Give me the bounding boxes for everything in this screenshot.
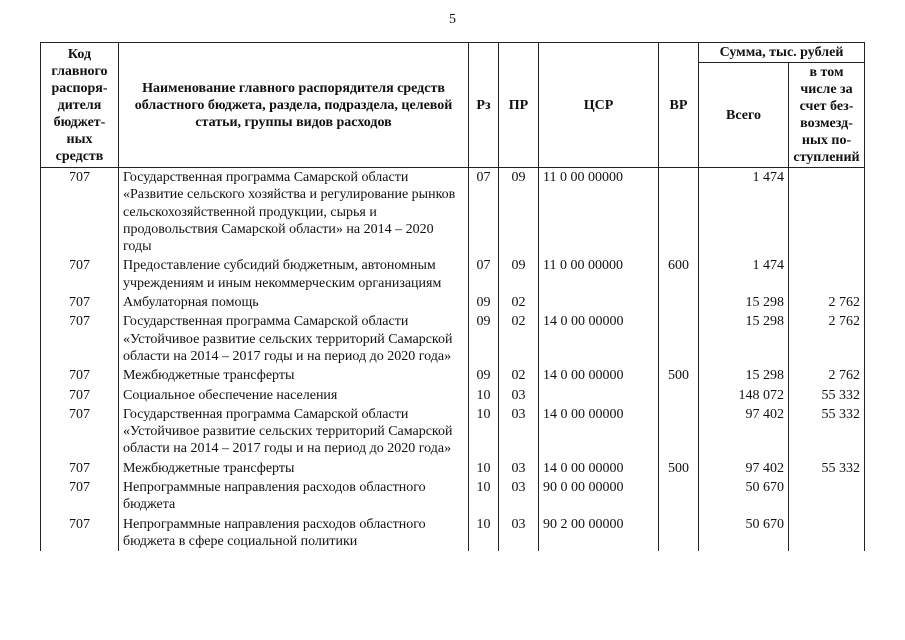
- table-row: [41, 312, 865, 366]
- cell-pr: 02: [499, 312, 539, 366]
- header-sum-group: Сумма, тыс. рублей: [699, 43, 865, 63]
- header-total: Всего: [699, 63, 789, 168]
- cell-pr: 03: [499, 405, 539, 459]
- table-row: [41, 405, 865, 459]
- cell-code: 707: [41, 168, 119, 257]
- cell-free: [789, 515, 865, 552]
- cell-free: 2 762: [789, 312, 865, 366]
- cell-csr: 11 0 00 00000: [539, 256, 659, 293]
- header-code: Код главного распоря-дителя бюджет-ных средств: [41, 43, 119, 168]
- cell-free: [789, 168, 865, 257]
- cell-vr: [659, 386, 699, 405]
- table-row: [41, 293, 865, 312]
- cell-total: 1 474: [699, 256, 789, 293]
- cell-pr: 02: [499, 366, 539, 385]
- cell-pr: 03: [499, 515, 539, 552]
- cell-total: 15 298: [699, 312, 789, 366]
- page-number: 5: [449, 12, 456, 27]
- cell-vr: [659, 515, 699, 552]
- cell-code: 707: [41, 478, 119, 515]
- cell-total: 1 474: [699, 168, 789, 257]
- cell-total: 50 670: [699, 515, 789, 552]
- cell-pr: 02: [499, 293, 539, 312]
- header-csr: ЦСР: [539, 43, 659, 168]
- cell-csr: 14 0 00 00000: [539, 405, 659, 459]
- cell-total: 148 072: [699, 386, 789, 405]
- cell-free: [789, 478, 865, 515]
- cell-name: Межбюджетные трансферты: [119, 366, 469, 385]
- cell-vr: 600: [659, 256, 699, 293]
- cell-pr: 03: [499, 478, 539, 515]
- table-row: [41, 386, 865, 405]
- cell-rz: 10: [469, 405, 499, 459]
- header-pr: ПР: [499, 43, 539, 168]
- cell-vr: [659, 312, 699, 366]
- cell-free: 2 762: [789, 366, 865, 385]
- cell-csr: 14 0 00 00000: [539, 459, 659, 478]
- header-rz: Рз: [469, 43, 499, 168]
- cell-vr: 500: [659, 459, 699, 478]
- cell-code: 707: [41, 366, 119, 385]
- table-body: [41, 168, 865, 552]
- cell-name: Государственная программа Самарской области «Устойчивое развитие сельских территорий Самарской области на 2014 – 2017 годы и на период до 2020 года»: [119, 405, 469, 459]
- cell-rz: 09: [469, 293, 499, 312]
- cell-pr: 03: [499, 459, 539, 478]
- cell-vr: [659, 405, 699, 459]
- cell-csr: 14 0 00 00000: [539, 312, 659, 366]
- cell-total: 97 402: [699, 459, 789, 478]
- table-header: [41, 43, 865, 168]
- cell-code: 707: [41, 515, 119, 552]
- cell-free: [789, 256, 865, 293]
- table-row: [41, 168, 865, 257]
- cell-vr: [659, 168, 699, 257]
- cell-rz: 10: [469, 459, 499, 478]
- table-row: [41, 366, 865, 385]
- cell-csr: 14 0 00 00000: [539, 366, 659, 385]
- cell-pr: 09: [499, 168, 539, 257]
- cell-rz: 09: [469, 312, 499, 366]
- cell-name: Непрограммные направления расходов областного бюджета в сфере социальной политики: [119, 515, 469, 552]
- header-name: Наименование главного распорядителя средств областного бюджета, раздела, подраздела, целевой статьи, группы видов расходов: [119, 43, 469, 168]
- cell-csr: 11 0 00 00000: [539, 168, 659, 257]
- cell-csr: 90 2 00 00000: [539, 515, 659, 552]
- cell-csr: [539, 386, 659, 405]
- cell-name: Межбюджетные трансферты: [119, 459, 469, 478]
- cell-code: 707: [41, 386, 119, 405]
- cell-csr: [539, 293, 659, 312]
- cell-pr: 03: [499, 386, 539, 405]
- cell-free: 55 332: [789, 386, 865, 405]
- cell-code: 707: [41, 405, 119, 459]
- cell-name: Государственная программа Самарской области «Устойчивое развитие сельских территорий Самарской области на 2014 – 2017 годы и на период до 2020 года»: [119, 312, 469, 366]
- budget-table: [40, 42, 865, 551]
- cell-csr: 90 0 00 00000: [539, 478, 659, 515]
- table-row: [41, 478, 865, 515]
- table-row: [41, 256, 865, 293]
- cell-vr: [659, 293, 699, 312]
- cell-rz: 09: [469, 366, 499, 385]
- cell-code: 707: [41, 293, 119, 312]
- cell-rz: 10: [469, 515, 499, 552]
- cell-rz: 10: [469, 478, 499, 515]
- cell-name: Непрограммные направления расходов областного бюджета: [119, 478, 469, 515]
- header-row: [41, 43, 865, 63]
- cell-free: 55 332: [789, 459, 865, 478]
- cell-vr: 500: [659, 366, 699, 385]
- cell-total: 15 298: [699, 293, 789, 312]
- cell-name: Социальное обеспечение населения: [119, 386, 469, 405]
- table-row: [41, 515, 865, 552]
- table-row: [41, 459, 865, 478]
- cell-rz: 10: [469, 386, 499, 405]
- cell-rz: 07: [469, 168, 499, 257]
- cell-code: 707: [41, 459, 119, 478]
- cell-free: 2 762: [789, 293, 865, 312]
- cell-total: 50 670: [699, 478, 789, 515]
- cell-pr: 09: [499, 256, 539, 293]
- cell-code: 707: [41, 312, 119, 366]
- cell-rz: 07: [469, 256, 499, 293]
- header-vr: ВР: [659, 43, 699, 168]
- cell-code: 707: [41, 256, 119, 293]
- cell-name: Амбулаторная помощь: [119, 293, 469, 312]
- cell-vr: [659, 478, 699, 515]
- cell-name: Предоставление субсидий бюджетным, автономным учреждениям и иным некоммерческим организациям: [119, 256, 469, 293]
- cell-total: 97 402: [699, 405, 789, 459]
- header-free: в том числе за счет без-возмезд-ных по-ступлений: [789, 63, 865, 168]
- cell-total: 15 298: [699, 366, 789, 385]
- cell-free: 55 332: [789, 405, 865, 459]
- cell-name: Государственная программа Самарской области «Развитие сельского хозяйства и регулирование рынков сельскохозяйственной продукции, сырья и продовольствия Самарской области» на 2014 – 2020 годы: [119, 168, 469, 257]
